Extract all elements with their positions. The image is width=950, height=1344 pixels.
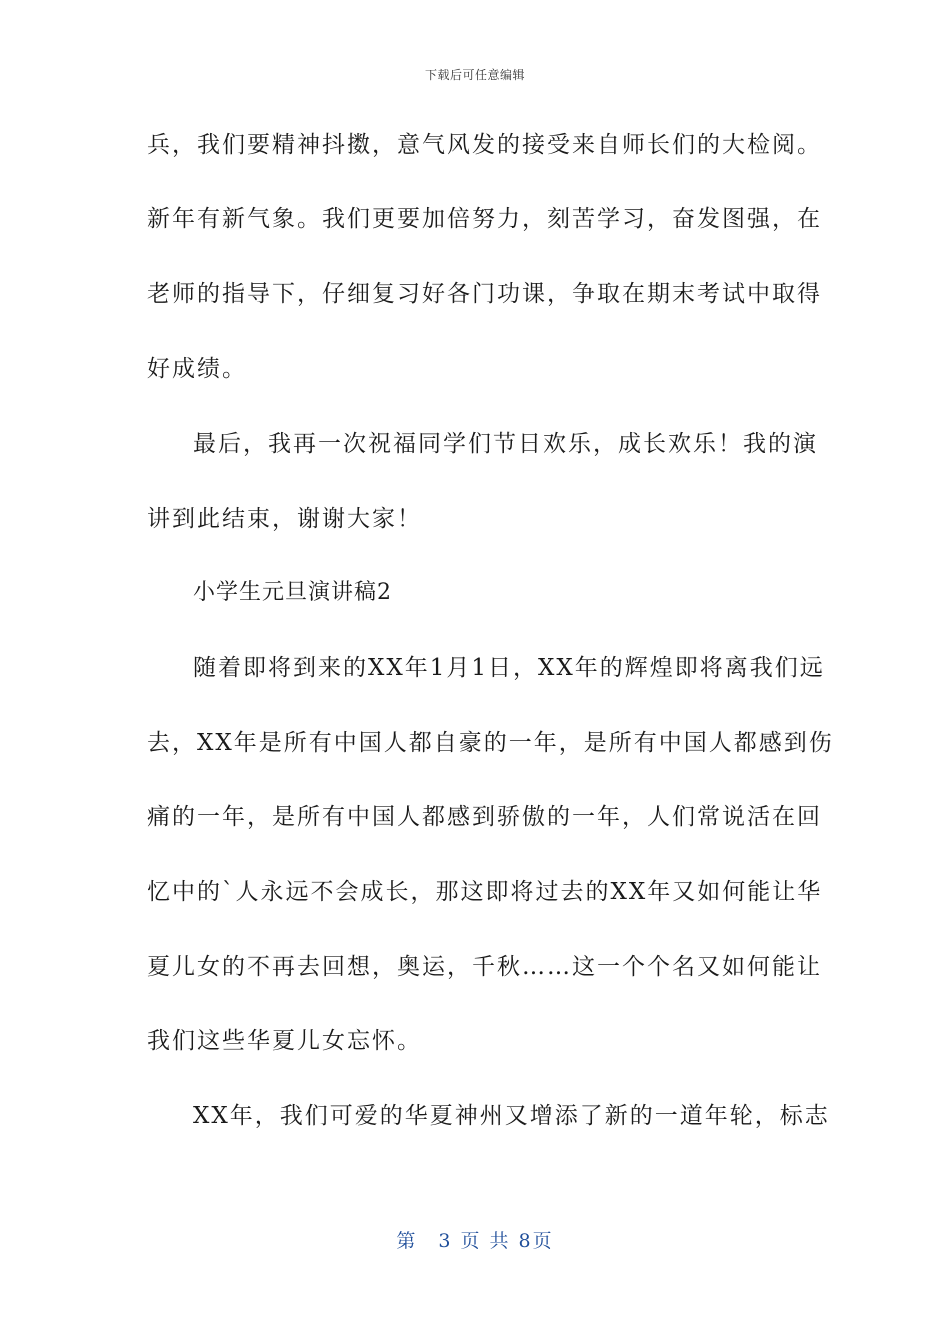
paragraph-first-line: 随着即将到来的XX年1月1日，XX年的辉煌即将离我们远 <box>193 655 825 681</box>
page-header: 下载后可任意编辑 <box>424 68 525 82</box>
paragraph-first-line: XX年，我们可爱的华夏神州又增添了新的一道年轮，标志 <box>193 1103 830 1129</box>
text-line: 夏儿女的不再去回想，奥运，千秋……这一个个名又如何能让 <box>147 954 822 980</box>
section-heading: 小学生元旦演讲稿2 <box>193 580 392 605</box>
text-line: 忆中的`人永远不会成长，那这即将过去的XX年又如何能让华 <box>147 879 823 905</box>
text-line: 新年有新气象。我们更要加倍努力，刻苦学习，奋发图强，在 <box>147 206 822 232</box>
text-line: 老师的指导下，仔细复习好各门功课，争取在期末考试中取得 <box>147 281 822 307</box>
text-line: 去，XX年是所有中国人都自豪的一年，是所有中国人都感到伤 <box>147 730 834 756</box>
text-line: 我们这些华夏儿女忘怀。 <box>147 1028 422 1054</box>
text-line: 痛的一年，是所有中国人都感到骄傲的一年，人们常说活在回 <box>147 804 822 830</box>
text-line: 好成绩。 <box>147 356 247 382</box>
text-line: 兵，我们要精神抖擞，意气风发的接受来自师长们的大检阅。 <box>147 132 822 158</box>
text-line: 讲到此结束，谢谢大家！ <box>147 506 422 532</box>
page-number: 第 3 页 共 8页 <box>396 1230 554 1252</box>
paragraph-first-line: 最后，我再一次祝福同学们节日欢乐，成长欢乐！我的演 <box>193 431 818 457</box>
